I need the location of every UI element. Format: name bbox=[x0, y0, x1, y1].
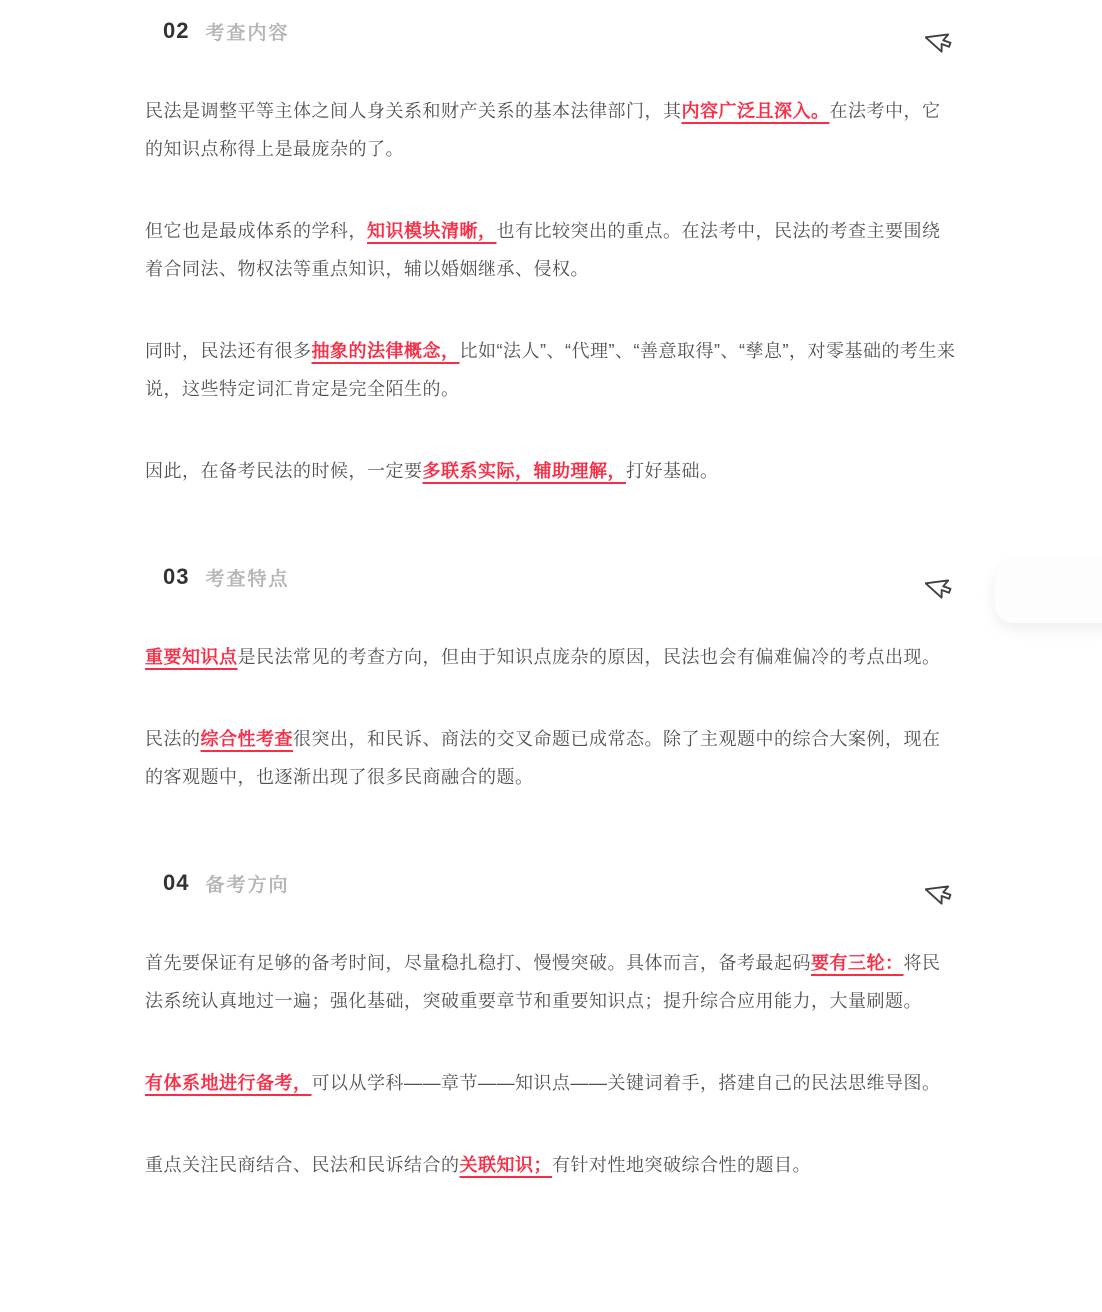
text-segment: 比如“法人”、“代理”、“善意取得”、“孳息”，对零基础的考生来说，这些特定词汇肯定是完全陌生的。 bbox=[145, 341, 956, 399]
text-segment: 因此，在备考民法的时候，一定要 bbox=[145, 461, 423, 481]
section-header bbox=[145, 14, 958, 48]
paragraph bbox=[145, 212, 958, 288]
paragraph bbox=[145, 944, 958, 1020]
text-segment: 打好基础。 bbox=[626, 461, 719, 481]
article-content bbox=[145, 0, 958, 1184]
emphasis-segment: 重要知识点 bbox=[145, 647, 238, 667]
section-title: 考查特点 bbox=[205, 568, 290, 590]
emphasis-segment: 有体系地进行备考， bbox=[145, 1073, 312, 1093]
paragraph bbox=[145, 638, 958, 676]
section-number: 02 bbox=[163, 18, 190, 43]
section-number: 03 bbox=[163, 564, 190, 589]
text-segment: 可以从学科——章节——知识点——关键词着手，搭建自己的民法思维导图。 bbox=[311, 1073, 941, 1093]
text-segment: 首先要保证有足够的备考时间，尽量稳扎稳打、慢慢突破。具体而言，备考最起码 bbox=[145, 953, 811, 973]
section-header bbox=[145, 560, 958, 594]
cursor-arrow-icon bbox=[925, 26, 955, 56]
emphasis-segment: 内容广泛且深入。 bbox=[681, 101, 830, 121]
article-section-04 bbox=[145, 866, 958, 1184]
cursor-arrow-icon bbox=[925, 572, 955, 602]
text-segment: 在法考中，它的知识点称得上是最庞杂的了。 bbox=[145, 101, 941, 159]
article-section-02 bbox=[145, 14, 958, 490]
emphasis-segment: 综合性考查 bbox=[200, 729, 293, 749]
text-segment: 是民法常见的考查方向，但由于知识点庞杂的原因，民法也会有偏难偏冷的考点出现。 bbox=[237, 647, 941, 667]
emphasis-segment: 知识模块清晰， bbox=[367, 221, 497, 241]
paragraph bbox=[145, 1146, 958, 1184]
text-segment: 也有比较突出的重点。在法考中，民法的考查主要围绕着合同法、物权法等重点知识，辅以婚姻继承、侵权。 bbox=[145, 221, 941, 279]
text-segment: 很突出，和民诉、商法的交叉命题已成常态。除了主观题中的综合大案例，现在的客观题中，也逐渐出现了很多民商融合的题。 bbox=[145, 729, 941, 787]
section-title: 备考方向 bbox=[205, 874, 290, 896]
paragraph bbox=[145, 332, 958, 408]
text-segment: 同时，民法还有很多 bbox=[145, 341, 312, 361]
emphasis-segment: 多联系实际，辅助理解， bbox=[422, 461, 626, 481]
article-section-03 bbox=[145, 560, 958, 796]
paragraph bbox=[145, 92, 958, 168]
text-segment: 将民法系统认真地过一遍；强化基础，突破重要章节和重要知识点；提升综合应用能力，大量刷题。 bbox=[145, 953, 941, 1011]
section-number: 04 bbox=[163, 870, 190, 895]
emphasis-segment: 关联知识； bbox=[459, 1155, 552, 1175]
paragraph bbox=[145, 1064, 958, 1102]
text-segment: 民法的 bbox=[145, 729, 201, 749]
emphasis-segment: 要有三轮： bbox=[811, 953, 904, 973]
section-header bbox=[145, 866, 958, 900]
text-segment: 有针对性地突破综合性的题目。 bbox=[552, 1155, 811, 1175]
text-segment: 重点关注民商结合、民法和民诉结合的 bbox=[145, 1155, 460, 1175]
emphasis-segment: 抽象的法律概念， bbox=[311, 341, 460, 361]
paragraph bbox=[145, 720, 958, 796]
text-segment: 民法是调整平等主体之间人身关系和财产关系的基本法律部门，其 bbox=[145, 101, 682, 121]
paragraph bbox=[145, 452, 958, 490]
floating-widget[interactable] bbox=[995, 561, 1102, 623]
section-title: 考查内容 bbox=[205, 22, 290, 44]
cursor-arrow-icon bbox=[925, 878, 955, 908]
text-segment: 但它也是最成体系的学科， bbox=[145, 221, 367, 241]
